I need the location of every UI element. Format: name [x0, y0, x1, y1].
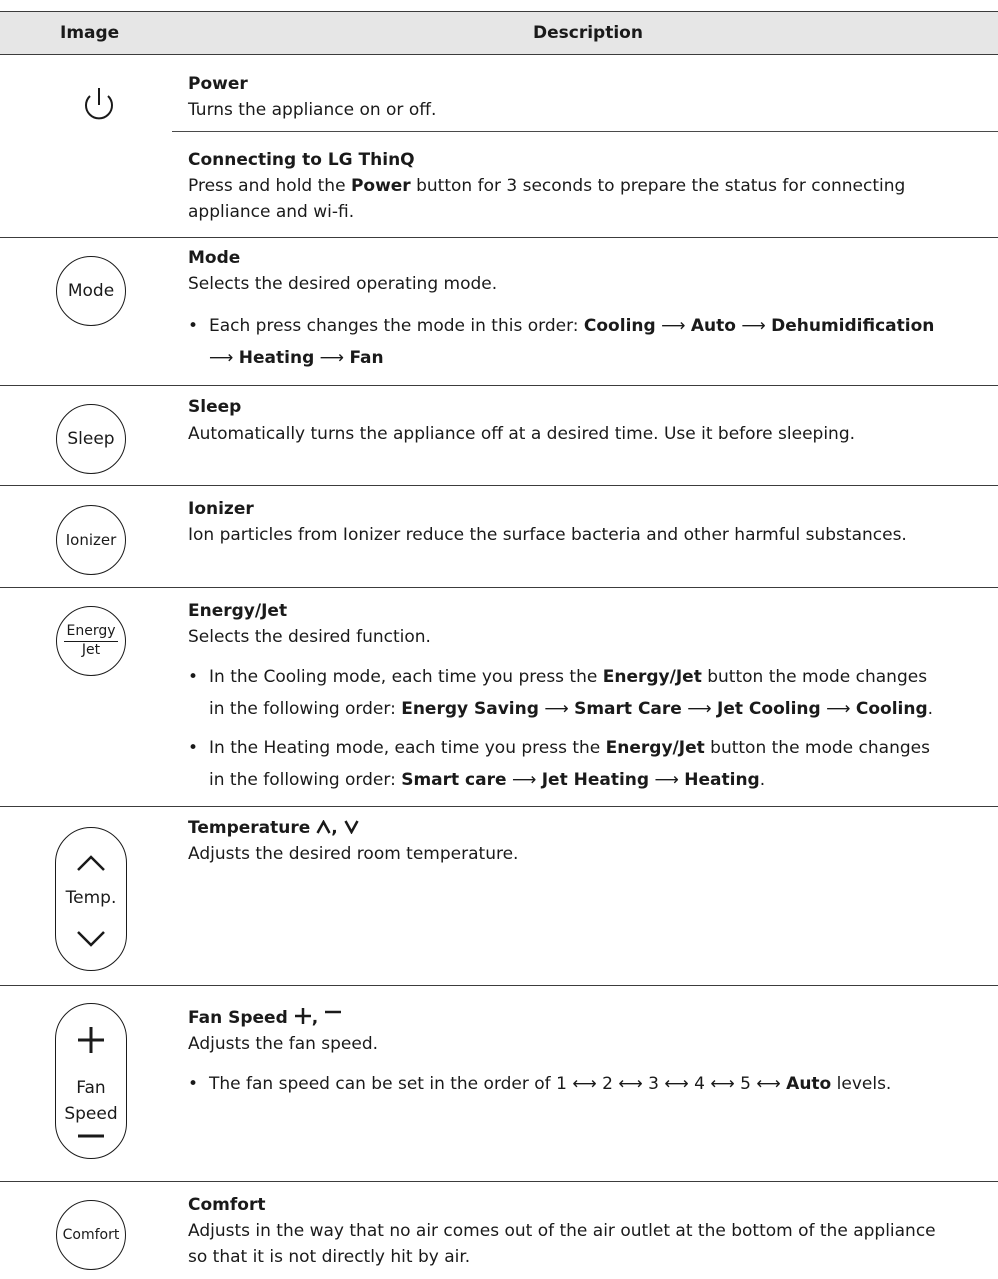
- fan-level: 5: [740, 1074, 751, 1094]
- energy-b2-post: button the mode changes: [704, 738, 930, 758]
- fan-speed-title: Fan Speed ,: [188, 1005, 988, 1031]
- mode-bullet: [188, 310, 988, 374]
- minus-small-icon: [324, 1007, 342, 1025]
- comfort-desc-line-2: so that it is not directly hit by air.: [188, 1247, 471, 1267]
- energy-icon-label: Energy: [64, 623, 117, 642]
- arrow: ⟶: [654, 770, 679, 790]
- divider: [0, 1181, 998, 1182]
- energy-b1-line-1: [209, 661, 989, 693]
- header-image: Image: [60, 23, 120, 43]
- minus-icon: [77, 1134, 105, 1138]
- sleep-title: Sleep: [188, 397, 242, 417]
- energy-bullet-2: [188, 732, 988, 796]
- energy-desc: Selects the desired function.: [188, 627, 431, 647]
- fan-speed-button-icon: [55, 1003, 127, 1159]
- arrow: ⟶: [511, 770, 537, 790]
- energy-b2-pre: In the Heating mode, each time you press the: [209, 738, 606, 758]
- divider: [0, 237, 998, 238]
- energy-title: Energy/Jet: [188, 601, 288, 621]
- arrow: ⟶: [826, 699, 851, 719]
- temp-icon-label: Temp.: [65, 888, 117, 908]
- arrow: ⟷: [572, 1074, 597, 1094]
- bullet-dot: •: [188, 316, 199, 336]
- chevron-up-icon: [76, 854, 106, 872]
- thinq-line-1-post: button for 3 seconds to prepare the status for connecting: [410, 176, 906, 196]
- temperature-desc: Adjusts the desired room temperature.: [188, 844, 519, 864]
- sleep-desc: Automatically turns the appliance off at a desired time. Use it before sleeping.: [188, 424, 856, 444]
- mode-bullet-pre: Each press changes the mode in this order:: [209, 316, 584, 336]
- fan-speed-desc: Adjusts the fan speed.: [188, 1034, 379, 1054]
- thinq-power-bold: Power: [350, 176, 411, 196]
- table-header: [0, 11, 998, 55]
- bullet-dot: •: [188, 1074, 199, 1094]
- energy-jet-button-icon: [56, 606, 126, 676]
- arrow: ⟶: [544, 699, 569, 719]
- mode-bullet-line-1: [209, 310, 989, 342]
- energy-b1-line-2: in the following order: Energy Saving ⟶ Smart Care ⟶ Jet Cooling ⟶ Cooling.: [209, 699, 934, 719]
- energy-b1-l2-pre: in the following order:: [209, 699, 402, 719]
- energy-seq-item: Smart care: [401, 770, 507, 790]
- fan-level: 3: [648, 1074, 659, 1094]
- ionizer-desc: Ion particles from Ionizer reduce the surface bacteria and other harmful substances.: [188, 525, 907, 545]
- temperature-button-icon: [55, 827, 127, 971]
- energy-b2-bold: Energy/Jet: [605, 738, 705, 758]
- fan-level: 4: [694, 1074, 705, 1094]
- mode-title: Mode: [188, 248, 241, 268]
- thinq-line-2: appliance and wi-fi.: [188, 202, 355, 222]
- energy-seq-item: Jet Heating: [541, 770, 650, 790]
- fan-speed-bullet-line: [209, 1068, 989, 1100]
- divider: [0, 985, 998, 986]
- power-title: Power: [188, 74, 248, 94]
- divider: [0, 485, 998, 486]
- arrow: ⟶: [319, 348, 345, 368]
- energy-bullet-1: [188, 661, 988, 725]
- mode-desc: Selects the desired operating mode.: [188, 274, 498, 294]
- power-icon: [78, 85, 120, 127]
- power-desc: Turns the appliance on or off.: [188, 100, 437, 120]
- comfort-button-icon: Comfort: [56, 1200, 126, 1270]
- fan-level: 2: [602, 1074, 613, 1094]
- plus-icon: [77, 1026, 105, 1054]
- mode-button-icon: Mode: [56, 256, 126, 326]
- chevron-down-icon: [76, 930, 106, 948]
- energy-b2-line-2: in the following order: Smart care ⟶ Jet Heating ⟶ Heating.: [209, 770, 766, 790]
- energy-b2-line-1: [209, 732, 989, 764]
- thinq-line-1-pre: Press and hold the: [188, 176, 351, 196]
- energy-b1-bold: Energy/Jet: [602, 667, 702, 687]
- arrow: ⟶: [687, 699, 712, 719]
- energy-seq-item: Energy Saving: [401, 699, 539, 719]
- comfort-title: Comfort: [188, 1195, 266, 1215]
- divider: [0, 587, 998, 588]
- bullet-dot: •: [188, 667, 199, 687]
- divider: [0, 806, 998, 807]
- fan-speed-bullet: [188, 1068, 988, 1100]
- divider: [0, 385, 998, 386]
- fan-bullet-post: levels.: [831, 1074, 892, 1094]
- fan-icon-label-2: Speed: [64, 1104, 118, 1124]
- caret-up-icon: [316, 820, 331, 834]
- fan-icon-label-1: Fan: [76, 1078, 106, 1098]
- bullet-dot: •: [188, 738, 199, 758]
- plus-small-icon: [294, 1007, 312, 1025]
- mode-bullet-line-2: [209, 342, 989, 374]
- jet-icon-label: Jet: [81, 642, 101, 658]
- arrow: ⟷: [710, 1074, 735, 1094]
- sleep-button-icon: Sleep: [56, 404, 126, 474]
- mode-seq-item: Dehumidification: [771, 316, 935, 336]
- arrow: ⟶: [661, 316, 686, 336]
- fan-level-auto: Auto: [786, 1074, 832, 1094]
- comfort-desc-line-1: Adjusts in the way that no air comes out of the air outlet at the bottom of the appliance: [188, 1221, 936, 1241]
- mode-seq-item: Cooling: [583, 316, 656, 336]
- arrow: ⟶: [741, 316, 766, 336]
- divider: [172, 131, 998, 132]
- energy-seq-item: Smart Care: [574, 699, 682, 719]
- arrow: ⟷: [756, 1074, 781, 1094]
- mode-seq-item: Auto: [690, 316, 736, 336]
- ionizer-title: Ionizer: [188, 499, 254, 519]
- mode-seq-item: Heating: [238, 348, 315, 368]
- arrow: ⟷: [664, 1074, 689, 1094]
- energy-b2-l2-pre: in the following order:: [209, 770, 402, 790]
- energy-b1-pre: In the Cooling mode, each time you press the: [209, 667, 603, 687]
- fan-level: 1: [556, 1074, 567, 1094]
- caret-down-icon: [344, 820, 359, 834]
- temperature-title: Temperature ,: [188, 815, 988, 841]
- mode-seq-item: Fan: [349, 348, 384, 368]
- fan-speed-title-text: Fan Speed: [188, 1008, 288, 1028]
- energy-seq-item: Heating: [684, 770, 760, 790]
- arrow: ⟶: [209, 348, 234, 368]
- thinq-title: Connecting to LG ThinQ: [188, 150, 415, 170]
- energy-b1-post: button the mode changes: [701, 667, 928, 687]
- thinq-line-1: [188, 173, 988, 199]
- temperature-title-text: Temperature: [188, 818, 311, 838]
- energy-seq-item: Cooling: [855, 699, 928, 719]
- arrow: ⟷: [618, 1074, 643, 1094]
- header-description: Description: [533, 23, 643, 43]
- ionizer-button-icon: Ionizer: [56, 505, 126, 575]
- fan-bullet-pre: The fan speed can be set in the order of: [209, 1074, 557, 1094]
- energy-seq-item: Jet Cooling: [717, 699, 821, 719]
